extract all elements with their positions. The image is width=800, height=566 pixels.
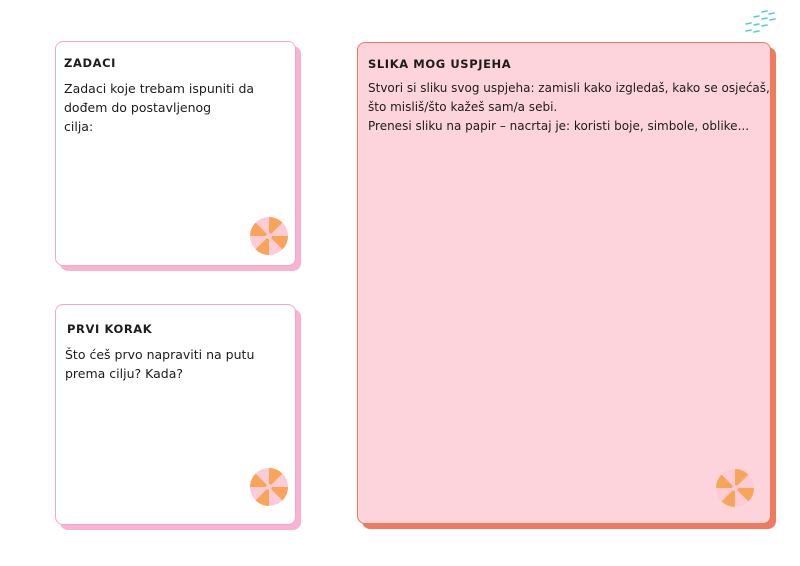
success-image-card-title: SLIKA MOG USPJEHA (368, 57, 512, 71)
success-image-card-text-line: Prenesi sliku na papir – nacrtaj je: koristi boje, simbole, oblike... (368, 119, 750, 133)
confetti-icon (742, 8, 778, 36)
candy-icon (715, 468, 755, 508)
success-image-card-text-line: Stvori si sliku svog uspjeha: zamisli kako izgledaš, kako se osjećaš, (368, 81, 770, 95)
tasks-card-title: ZADACI (64, 56, 117, 70)
candy-icon (249, 216, 289, 256)
first-step-card-title: PRVI KORAK (67, 322, 153, 336)
candy-icon (249, 467, 289, 507)
tasks-card-text-line: Zadaci koje trebam ispuniti da (64, 81, 255, 96)
success-image-card-text-line: što misliš/što kažeš sam/a sebi. (368, 100, 558, 114)
tasks-card-text-line: cilja: (64, 119, 94, 134)
first-step-card-text-line: prema cilju? Kada? (65, 366, 183, 381)
tasks-card-text-line: dođem do postavljenog (64, 100, 212, 115)
first-step-card-text-line: Što ćeš prvo napraviti na putu (65, 347, 255, 362)
